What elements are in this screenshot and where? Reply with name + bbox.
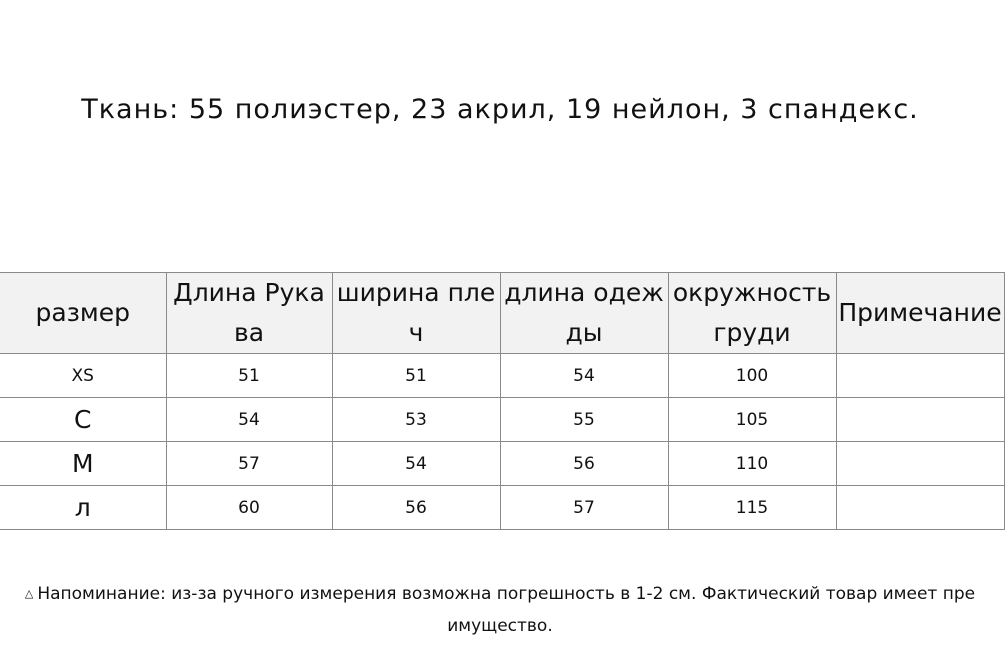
- chest-cell: 115: [668, 486, 836, 530]
- size-cell: М: [0, 442, 166, 486]
- header-chest-circumference: окружность груди: [668, 273, 836, 354]
- measurement-reminder: [0, 578, 1000, 642]
- header-note: Примечание: [836, 273, 1004, 354]
- shoulder-width-cell: 54: [332, 442, 500, 486]
- size-cell: л: [0, 486, 166, 530]
- shoulder-width-cell: 51: [332, 354, 500, 398]
- chest-cell: 100: [668, 354, 836, 398]
- garment-length-cell: 55: [500, 398, 668, 442]
- note-cell: [836, 442, 1004, 486]
- garment-length-cell: 54: [500, 354, 668, 398]
- header-size: размер: [0, 273, 166, 354]
- shoulder-width-cell: 56: [332, 486, 500, 530]
- size-cell: XS: [0, 354, 166, 398]
- table-row: [0, 398, 1004, 442]
- size-cell: С: [0, 398, 166, 442]
- shoulder-width-cell: 53: [332, 398, 500, 442]
- garment-length-cell: 57: [500, 486, 668, 530]
- table-row: [0, 486, 1004, 530]
- reminder-line-2: имущество.: [447, 616, 553, 636]
- warning-triangle-icon: △: [24, 587, 34, 600]
- header-garment-length: длина одежды: [500, 273, 668, 354]
- sleeve-length-cell: 60: [166, 486, 332, 530]
- sleeve-length-cell: 57: [166, 442, 332, 486]
- header-shoulder-width: ширина плеч: [332, 273, 500, 354]
- table-row: [0, 442, 1004, 486]
- reminder-line-1: Напоминание: из-за ручного измерения возможна погрешность в 1-2 см. Фактический товар имеет пре: [37, 584, 976, 604]
- sleeve-length-cell: 51: [166, 354, 332, 398]
- header-sleeve-length: Длина Рукава: [166, 273, 332, 354]
- note-cell: [836, 486, 1004, 530]
- note-cell: [836, 398, 1004, 442]
- table-row: [0, 354, 1004, 398]
- chest-cell: 105: [668, 398, 836, 442]
- table-header-row: [0, 273, 1004, 354]
- sleeve-length-cell: 54: [166, 398, 332, 442]
- fabric-composition: Ткань: 55 полиэстер, 23 акрил, 19 нейлон, 3 спандекс.: [81, 94, 919, 125]
- garment-length-cell: 56: [500, 442, 668, 486]
- chest-cell: 110: [668, 442, 836, 486]
- note-cell: [836, 354, 1004, 398]
- size-chart-table: [0, 272, 1005, 530]
